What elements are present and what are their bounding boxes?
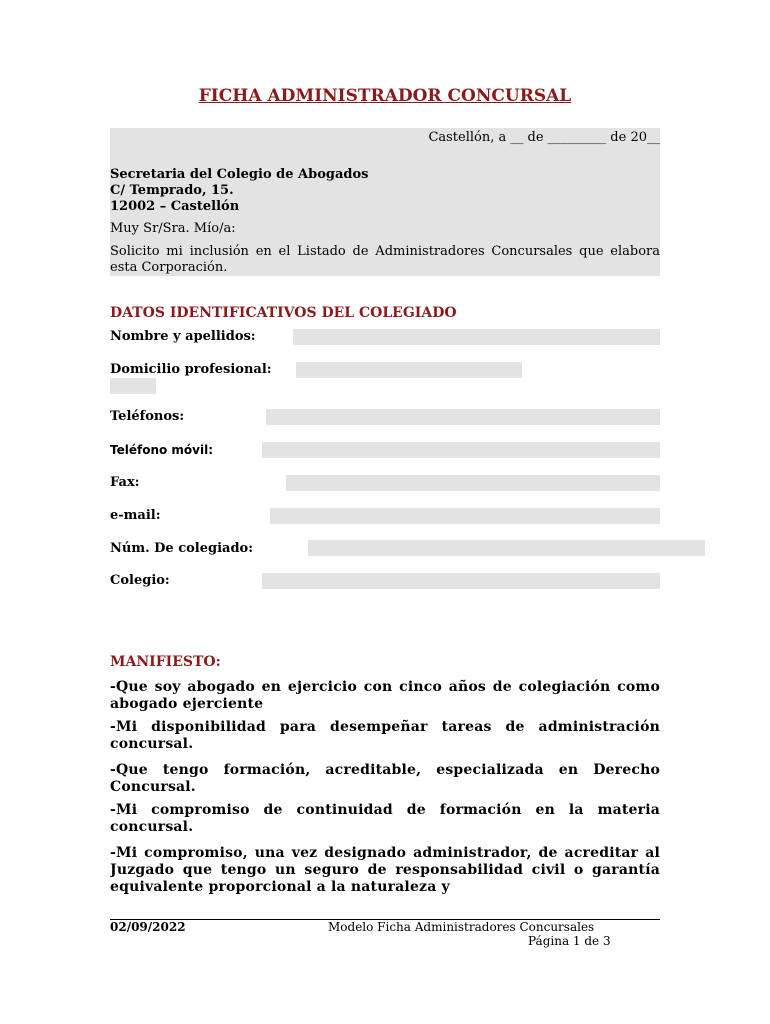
label-num-colegiado: Núm. De colegiado: — [110, 541, 254, 556]
request-text: Solicito mi inclusión en el Listado de Administradores Concursales que elabora esta Corporación. — [110, 244, 660, 275]
label-fax: Fax: — [110, 475, 140, 490]
manifiesto-item: -Que tengo formación, acreditable, especializada en Derecho Concursal. — [110, 762, 660, 795]
manifiesto-item: -Mi disponibilidad para desempeñar tareas de administración concursal. — [110, 719, 660, 752]
label-domicilio: Domicilio profesional: — [110, 362, 272, 377]
label-email: e-mail: — [110, 508, 161, 523]
footer-model-name: Modelo Ficha Administradores Concursales — [328, 920, 595, 934]
manifiesto-item: -Mi compromiso, una vez designado administrador, de acreditar al Juzgado que tengo un seguro de responsabilidad civil o garantía equivalente proporcional a la naturaleza y — [110, 845, 660, 895]
label-colegio: Colegio: — [110, 573, 170, 588]
fax-field[interactable] — [286, 475, 660, 491]
movil-field[interactable] — [262, 442, 660, 458]
address-line-1: Secretaria del Colegio de Abogados — [110, 167, 369, 182]
nombre-field[interactable] — [293, 329, 660, 345]
domicilio-field-continuation[interactable] — [110, 378, 156, 394]
address-line-3: 12002 – Castellón — [110, 199, 240, 214]
document-title: FICHA ADMINISTRADOR CONCURSAL — [198, 86, 572, 106]
label-nombre: Nombre y apellidos: — [110, 329, 256, 344]
num-colegiado-field[interactable] — [308, 540, 705, 556]
telefonos-field[interactable] — [266, 409, 660, 425]
colegio-field[interactable] — [262, 573, 660, 589]
domicilio-field[interactable] — [296, 362, 522, 378]
footer-date: 02/09/2022 — [110, 920, 186, 934]
section-heading-manifiesto: MANIFIESTO: — [110, 654, 221, 670]
footer-page-number: Página 1 de 3 — [528, 934, 611, 948]
greeting: Muy Sr/Sra. Mío/a: — [110, 221, 236, 236]
manifiesto-item: -Mi compromiso de continuidad de formación en la materia concursal. — [110, 802, 660, 835]
date-line: Castellón, a __ de _________ de 20__ — [428, 130, 660, 145]
label-movil: Teléfono móvil: — [110, 443, 214, 457]
section-heading-identification: DATOS IDENTIFICATIVOS DEL COLEGIADO — [110, 305, 457, 321]
recipient-address — [110, 167, 368, 215]
manifiesto-item: -Que soy abogado en ejercicio con cinco años de colegiación como abogado ejerciente — [110, 679, 660, 712]
label-telefonos: Teléfonos: — [110, 409, 185, 424]
email-field[interactable] — [270, 508, 660, 524]
address-line-2: C/ Temprado, 15. — [110, 183, 234, 198]
